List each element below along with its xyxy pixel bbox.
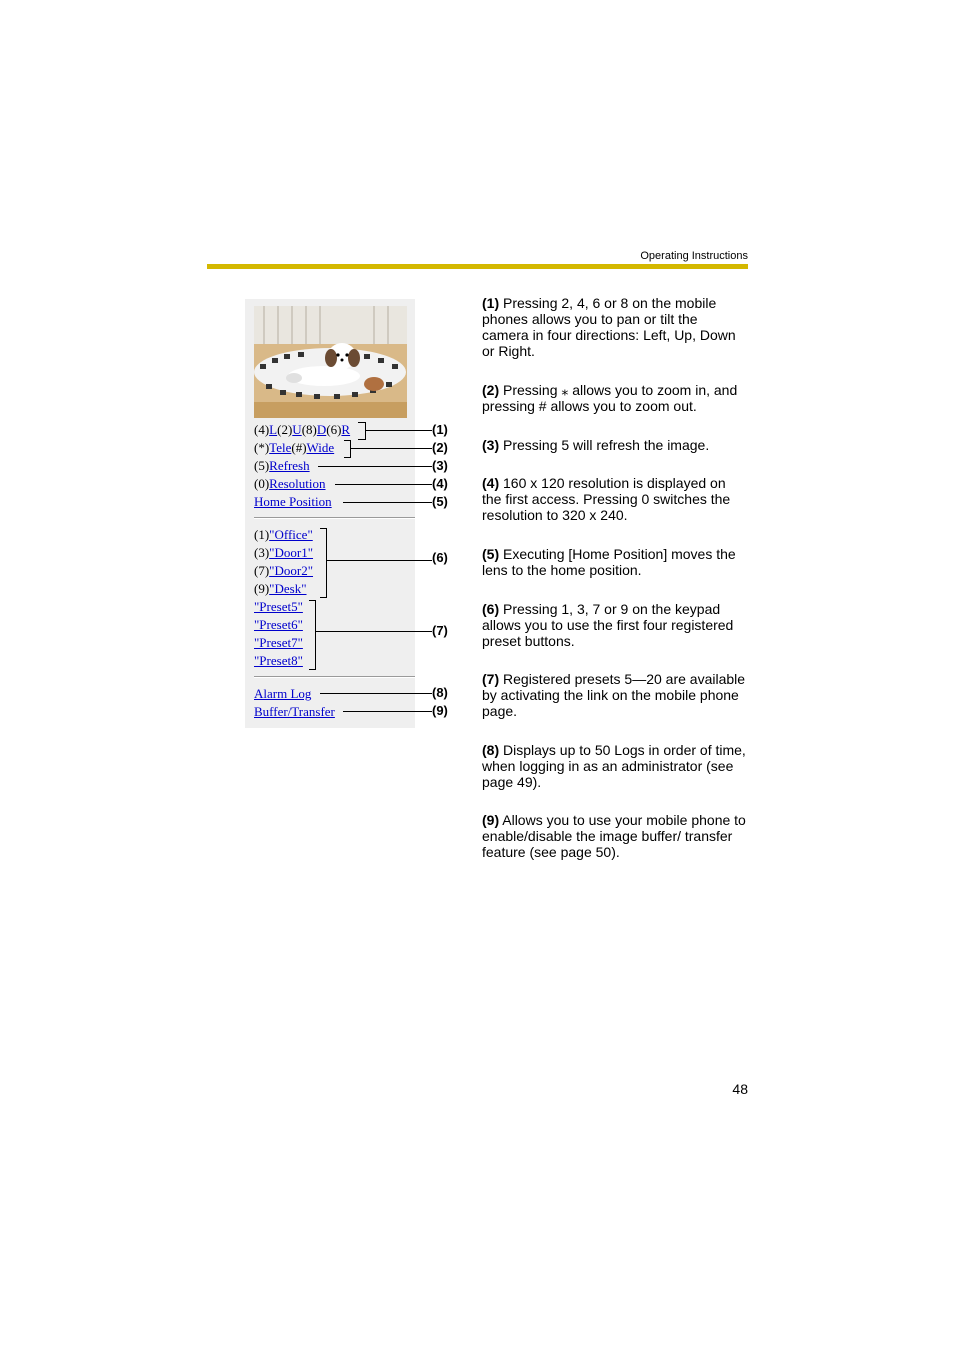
- callout-1: (1): [432, 422, 448, 437]
- description-number: (3): [482, 437, 500, 453]
- refresh-row: [254, 458, 310, 474]
- description-number: (2): [482, 382, 500, 398]
- buffer-transfer-row: [254, 704, 335, 720]
- preset-row: [254, 527, 313, 543]
- description-text: Pressing 2, 4, 6 or 8 on the mobile phones allows you to pan or tilt the camera in four directions: Left, Up, Down or Right.: [482, 295, 736, 359]
- preset-door1-link[interactable]: "Door1": [269, 545, 314, 560]
- preset-row: [254, 581, 307, 597]
- tilt-up-link[interactable]: U: [292, 422, 302, 437]
- description-7: [482, 671, 748, 719]
- leader-line-4: [335, 484, 432, 485]
- description-2: [482, 382, 748, 414]
- description-text: Pressing 1, 3, 7 or 9 on the keypad allows you to use the first four registered preset buttons.: [482, 601, 734, 649]
- description-text: Allows you to use your mobile phone to enable/disable the image buffer/ transfer feature (see page 50).: [482, 812, 746, 860]
- header-title: Operating Instructions: [640, 250, 748, 262]
- zoom-tele-link[interactable]: Tele: [269, 440, 292, 455]
- description-number: (1): [482, 295, 500, 311]
- alarm-log-link[interactable]: Alarm Log: [254, 686, 312, 701]
- callout-6: (6): [432, 550, 448, 565]
- description-3: [482, 437, 748, 453]
- resolution-row: [254, 476, 326, 492]
- preset-key: (3): [254, 545, 270, 560]
- bracket-6: [320, 528, 327, 598]
- preset-door2-link[interactable]: "Door2": [269, 563, 314, 578]
- description-text: Pressing 5 will refresh the image.: [499, 437, 710, 453]
- preset-link-label[interactable]: "Preset8": [254, 653, 303, 668]
- description-text: Registered presets 5—20 are available by activating the link on the mobile phone page.: [482, 671, 746, 719]
- preset-key: (7): [254, 563, 270, 578]
- description-number: (9): [482, 812, 500, 828]
- key-4: (4): [254, 422, 270, 437]
- preset-row: [254, 563, 313, 579]
- callout-5: (5): [432, 494, 448, 509]
- preset-row: [254, 545, 313, 561]
- key-6: (6): [326, 422, 342, 437]
- description-5: [482, 546, 748, 578]
- description-number: (8): [482, 742, 500, 758]
- pan-tilt-row: [254, 422, 350, 438]
- key-5: (5): [254, 458, 270, 473]
- preset-key: (1): [254, 527, 270, 542]
- bracket-1: [358, 422, 366, 440]
- leader-line-6: [326, 560, 432, 561]
- refresh-link[interactable]: Refresh: [269, 458, 310, 473]
- menu-divider: [254, 517, 415, 519]
- leader-line-7: [315, 631, 432, 632]
- description-text: Displays up to 50 Logs in order of time, when logging in as an administrator (see page 49).: [482, 742, 746, 790]
- description-number: (5): [482, 546, 500, 562]
- description-text: Executing [Home Position] moves the lens to the home position.: [482, 546, 736, 578]
- leader-line-1: [365, 430, 432, 431]
- alarm-log-row: [254, 686, 311, 702]
- key-hash: (#): [291, 440, 307, 455]
- buffer-transfer-link[interactable]: Buffer/Transfer: [254, 704, 335, 719]
- description-number: (6): [482, 601, 500, 617]
- description-text: 160 x 120 resolution is displayed on the first access. Pressing 0 switches the resolution to 320 x 240.: [482, 475, 731, 523]
- home-position-link[interactable]: Home Position: [254, 494, 332, 509]
- preset-link-label[interactable]: "Preset7": [254, 635, 303, 650]
- description-1: [482, 295, 748, 359]
- description-8: [482, 742, 748, 790]
- callout-4: (4): [432, 476, 448, 491]
- leader-line-9: [343, 711, 432, 712]
- resolution-link[interactable]: Resolution: [269, 476, 326, 491]
- leader-line-2: [350, 448, 432, 449]
- header-rule: [207, 264, 748, 269]
- pan-right-link[interactable]: R: [341, 422, 351, 437]
- preset8-link[interactable]: [254, 653, 303, 669]
- zoom-wide-link[interactable]: Wide: [306, 440, 335, 455]
- page-number: 48: [732, 1081, 748, 1097]
- home-position-row: [254, 494, 332, 510]
- bracket-2: [344, 440, 351, 458]
- preset-key: (9): [254, 581, 270, 596]
- description-6: [482, 601, 748, 649]
- key-2: (2): [277, 422, 293, 437]
- key-8: (8): [301, 422, 317, 437]
- description-number: (4): [482, 475, 500, 491]
- preset5-link[interactable]: [254, 599, 303, 615]
- description-9: [482, 812, 748, 860]
- preset7-link[interactable]: [254, 635, 303, 651]
- preset-link-label[interactable]: "Preset6": [254, 617, 303, 632]
- description-number: (7): [482, 671, 500, 687]
- callout-8: (8): [432, 685, 448, 700]
- callout-2: (2): [432, 440, 448, 455]
- description-text: Pressing: [499, 382, 562, 398]
- callout-9: (9): [432, 703, 448, 718]
- leader-line-3: [318, 466, 432, 467]
- menu-divider: [254, 676, 415, 678]
- description-4: [482, 475, 748, 523]
- key-0: (0): [254, 476, 270, 491]
- asterisk-key-symbol: ⁎: [561, 382, 569, 398]
- tilt-down-link[interactable]: D: [316, 422, 327, 437]
- pan-left-link[interactable]: L: [269, 422, 278, 437]
- bracket-7: [309, 600, 316, 670]
- preset-desk-link[interactable]: "Desk": [269, 581, 307, 596]
- callout-3: (3): [432, 458, 448, 473]
- key-star: (*): [254, 440, 270, 455]
- camera-image: [254, 306, 407, 418]
- zoom-row: [254, 440, 334, 456]
- preset-office-link[interactable]: "Office": [269, 527, 313, 542]
- leader-line-5: [343, 502, 432, 503]
- leader-line-8: [320, 693, 432, 694]
- description-text: allows you to zoom in, and pressing # allows you to zoom out.: [482, 382, 738, 414]
- preset-link-label[interactable]: "Preset5": [254, 599, 303, 614]
- callout-7: (7): [432, 623, 448, 638]
- preset6-link[interactable]: [254, 617, 303, 633]
